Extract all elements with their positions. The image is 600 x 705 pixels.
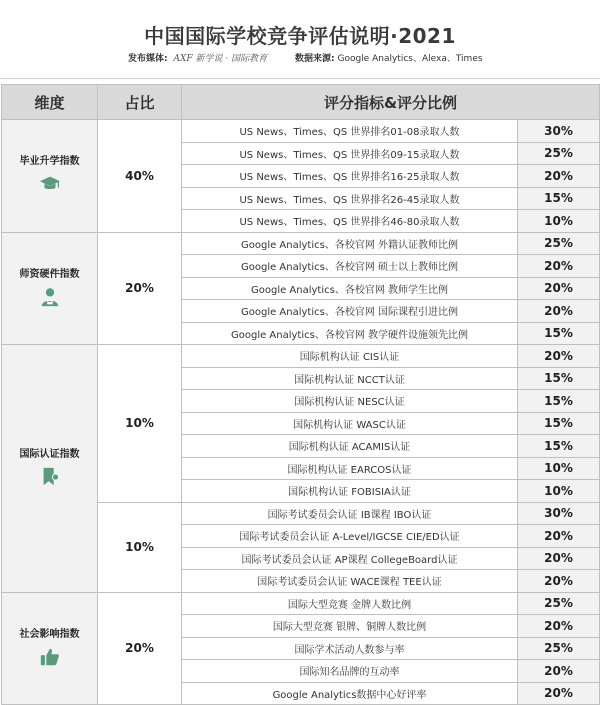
dimension-cell [2,592,98,705]
metric-cell: US News、Times、QS 世界排名46-80录取人数 [182,210,518,233]
ratio-cell: 25% [518,232,600,255]
ratio-cell: 25% [518,142,600,165]
ratio-cell: 25% [518,592,600,615]
ratio-cell: 15% [518,367,600,390]
dimension-label: 师资硬件指数 [19,268,80,280]
ratio-cell: 15% [518,435,600,458]
ratio-cell: 20% [518,255,600,278]
metric-cell: US News、Times、QS 世界排名16-25录取人数 [182,165,518,188]
ratio-cell: 20% [518,277,600,300]
metric-cell: 国际机构认证 CIS认证 [182,345,518,368]
metric-cell: Google Analytics、各校官网 教师学生比例 [182,277,518,300]
report-header [0,0,600,84]
metric-cell: 国际知名品牌的互动率 [182,660,518,683]
graduation-cap-icon [39,173,61,195]
evaluation-table [1,84,600,705]
metric-cell: US News、Times、QS 世界排名01-08录取人数 [182,120,518,143]
ratio-cell: 15% [518,390,600,413]
dimension-label: 毕业升学指数 [19,156,80,168]
ratio-cell: 30% [518,502,600,525]
metric-cell: 国际考试委员会认证 IB课程 IBO认证 [182,502,518,525]
ratio-cell: 10% [518,210,600,233]
metric-cell: 国际机构认证 NESC认证 [182,390,518,413]
metric-cell: 国际机构认证 EARCOS认证 [182,457,518,480]
publisher-label: 发布媒体: [128,54,168,64]
datasource-value: Google Analytics、Alexa、Times [337,54,483,64]
share-cell: 10% [98,502,182,592]
header-share: 占比 [98,85,182,120]
table-row [2,592,600,615]
publisher-line [128,51,267,64]
metric-cell: 国际机构认证 WASC认证 [182,412,518,435]
metric-cell: 国际机构认证 ACAMIS认证 [182,435,518,458]
ratio-cell: 20% [518,525,600,548]
share-cell: 40% [98,120,182,233]
table-row [2,232,600,255]
publisher-logos: AXF 新学说 · 国际教育 [173,54,268,64]
dimension-cell [2,120,98,233]
ratio-cell: 15% [518,187,600,210]
ratio-cell: 20% [518,300,600,323]
ratio-cell: 20% [518,682,600,705]
datasource-label: 数据来源: [295,54,335,64]
metric-cell: Google Analytics、各校官网 外籍认证教师比例 [182,232,518,255]
ratio-cell: 15% [518,412,600,435]
teacher-icon [39,286,61,308]
share-cell: 10% [98,345,182,503]
ratio-cell: 20% [518,345,600,368]
datasource-line [295,51,483,64]
metric-cell: Google Analytics、各校官网 国际课程引进比例 [182,300,518,323]
dimension-cell [2,345,98,593]
metric-cell: 国际考试委员会认证 AP课程 CollegeBoard认证 [182,547,518,570]
metric-cell: Google Analytics、各校官网 硕士以上教师比例 [182,255,518,278]
table-row [2,345,600,368]
ratio-cell: 20% [518,165,600,188]
metric-cell: 国际机构认证 FOBISIA认证 [182,480,518,503]
metric-cell: Google Analytics数据中心好评率 [182,682,518,705]
table-body [2,120,600,705]
metric-cell: 国际大型竞赛 银牌、铜牌人数比例 [182,615,518,638]
dimension-cell [2,232,98,345]
page-title: 中国国际学校竞争评估说明·2021 [144,24,456,48]
ratio-cell: 20% [518,660,600,683]
table-row [2,120,600,143]
header-dimension: 维度 [2,85,98,120]
metric-cell: 国际学术活动人数参与率 [182,637,518,660]
share-cell: 20% [98,232,182,345]
share-cell: 20% [98,592,182,705]
metric-cell: US News、Times、QS 世界排名26-45录取人数 [182,187,518,210]
ratio-cell: 20% [518,615,600,638]
metric-cell: 国际考试委员会认证 A-Level/IGCSE CIE/ED认证 [182,525,518,548]
bookmark-icon [39,466,61,488]
header-divider [0,78,600,79]
header-metrics: 评分指标&评分比例 [182,85,600,120]
dimension-label: 国际认证指数 [19,448,80,460]
metric-cell: 国际考试委员会认证 WACE课程 TEE认证 [182,570,518,593]
metric-cell: US News、Times、QS 世界排名09-15录取人数 [182,142,518,165]
ratio-cell: 30% [518,120,600,143]
ratio-cell: 15% [518,322,600,345]
ratio-cell: 10% [518,480,600,503]
dimension-label: 社会影响指数 [19,628,80,640]
metric-cell: Google Analytics、各校官网 教学硬件设施领先比例 [182,322,518,345]
ratio-cell: 20% [518,570,600,593]
ratio-cell: 25% [518,637,600,660]
metric-cell: 国际大型竞赛 金牌人数比例 [182,592,518,615]
table-header-row [2,85,600,120]
ratio-cell: 10% [518,457,600,480]
metric-cell: 国际机构认证 NCCT认证 [182,367,518,390]
thumbs-up-icon [39,646,61,668]
ratio-cell: 20% [518,547,600,570]
